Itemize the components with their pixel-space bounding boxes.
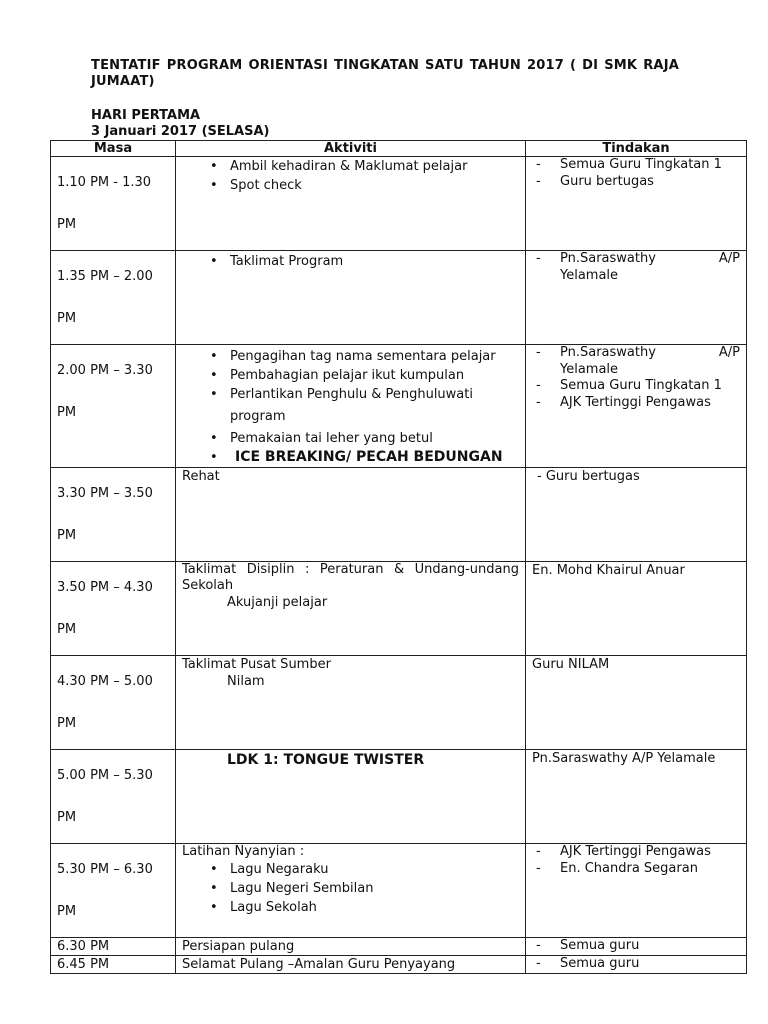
ldk-label: LDK 1: TONGUE TWISTER: [227, 752, 425, 768]
list-item: • Ambil kehadiran & Maklumat pelajar: [230, 157, 519, 176]
masa-line: 3.50 PM – 4.30: [57, 580, 153, 595]
masa-cell: [51, 157, 176, 251]
list-item: • Lagu Negaraku: [230, 860, 519, 879]
masa-cell: [51, 251, 176, 345]
date-heading: 3 Januari 2017 (SELASA): [91, 124, 270, 139]
ice-breaking-label: ICE BREAKING/ PECAH BEDUNGAN: [235, 449, 503, 465]
masa-line: 3.30 PM – 3.50: [57, 486, 153, 501]
tindakan-cell: En. Mohd Khairul Anuar: [526, 562, 747, 656]
list-item: - En. Chandra Segaran: [560, 861, 740, 878]
list-item: - Semua Guru Tingkatan 1: [560, 157, 740, 174]
aktiviti-cell: [176, 750, 526, 844]
tindakan-name-line: - Pn.Saraswathy A/P: [560, 251, 740, 266]
table-row: [51, 750, 747, 844]
aktiviti-cell: Rehat: [176, 468, 526, 562]
aktiviti-cell: [176, 251, 526, 345]
day-heading: HARI PERTAMA: [91, 108, 201, 123]
list-item: • Lagu Negeri Sembilan: [230, 879, 519, 898]
list-item: [560, 345, 740, 378]
document-title: TENTATIF PROGRAM ORIENTASI TINGKATAN SATU TAHUN 2017 ( DI SMK RAJA JUMAAT): [91, 58, 679, 89]
aktiviti-text: Latihan Nyanyian :: [182, 844, 305, 859]
aktiviti-cell: [176, 345, 526, 468]
masa-cell: [51, 468, 176, 562]
tindakan-cell: [526, 956, 747, 974]
list-item: • Perlantikan Penghulu & Penghuluwati: [230, 385, 519, 404]
aktiviti-cell: [176, 656, 526, 750]
masa-cell: [51, 562, 176, 656]
aktiviti-cell: [176, 562, 526, 656]
list-item: • Pemakaian tai leher yang betul: [230, 429, 519, 448]
list-item: - Guru bertugas: [560, 174, 740, 191]
masa-line: PM: [57, 810, 77, 825]
tindakan-cell: [526, 938, 747, 956]
tindakan-cell: [526, 251, 747, 345]
tindakan-name-cont: Yelamale: [560, 361, 619, 377]
list-item: - Semua guru: [560, 938, 740, 955]
tindakan-cell: Guru NILAM: [526, 656, 747, 750]
masa-cell: 6.45 PM: [51, 956, 176, 974]
table-row: [51, 468, 747, 562]
list-item-continuation: program: [230, 409, 286, 424]
tindakan-cell: Pn.Saraswathy A/P Yelamale: [526, 750, 747, 844]
masa-line: 2.00 PM – 3.30: [57, 363, 153, 378]
aktiviti-subtext: Nilam: [227, 674, 265, 689]
tindakan-cell: [526, 157, 747, 251]
list-item: [230, 448, 519, 467]
tindakan-name-line: - Pn.Saraswathy A/P: [560, 345, 740, 360]
aktiviti-cell: [176, 844, 526, 938]
table-row: [51, 844, 747, 938]
table-row: [51, 345, 747, 468]
tindakan-cell: [526, 345, 747, 468]
list-item: • Spot check: [230, 176, 519, 195]
list-item: - Semua guru: [560, 956, 740, 973]
masa-line: 1.35 PM – 2.00: [57, 269, 153, 284]
aktiviti-cell: Persiapan pulang: [176, 938, 526, 956]
masa-cell: [51, 844, 176, 938]
masa-line: PM: [57, 904, 77, 919]
masa-line: 5.00 PM – 5.30: [57, 768, 153, 783]
aktiviti-subtext: Akujanji pelajar: [227, 595, 328, 610]
aktiviti-cell: Selamat Pulang –Amalan Guru Penyayang: [176, 956, 526, 974]
table-row: [51, 157, 747, 251]
masa-line: PM: [57, 716, 77, 731]
tindakan-cell: - Guru bertugas: [526, 468, 747, 562]
schedule-table: [50, 140, 747, 974]
list-item: • Pembahagian pelajar ikut kumpulan: [230, 366, 519, 385]
list-item: • Lagu Sekolah: [230, 898, 519, 917]
aktiviti-cell: [176, 157, 526, 251]
masa-line: 1.10 PM - 1.30: [57, 175, 152, 190]
masa-cell: 6.30 PM: [51, 938, 176, 956]
masa-line: PM: [57, 311, 77, 326]
column-header-masa: Masa: [51, 141, 176, 157]
masa-line: 4.30 PM – 5.00: [57, 674, 153, 689]
masa-cell: [51, 656, 176, 750]
tindakan-name-cont: Yelamale: [560, 267, 619, 283]
column-header-aktiviti: Aktiviti: [176, 141, 526, 157]
masa-line: PM: [57, 217, 77, 232]
masa-line: PM: [57, 405, 77, 420]
masa-cell: [51, 345, 176, 468]
masa-line: 5.30 PM – 6.30: [57, 862, 153, 877]
list-item: • Taklimat Program: [230, 252, 519, 271]
table-row: [51, 956, 747, 974]
table-header-row: [51, 141, 747, 157]
list-item: - AJK Tertinggi Pengawas: [560, 844, 740, 861]
tindakan-cell: [526, 844, 747, 938]
table-row: [51, 562, 747, 656]
column-header-tindakan: Tindakan: [526, 141, 747, 157]
aktiviti-text: Taklimat Disiplin : Peraturan & Undang-undang Sekolah: [182, 562, 519, 593]
table-row: [51, 656, 747, 750]
table-row: [51, 938, 747, 956]
list-item: [560, 251, 740, 284]
masa-line: PM: [57, 528, 77, 543]
masa-cell: [51, 750, 176, 844]
list-item: • Pengagihan tag nama sementara pelajar: [230, 347, 519, 366]
list-item: - AJK Tertinggi Pengawas: [560, 395, 740, 412]
table-row: [51, 251, 747, 345]
aktiviti-text: Taklimat Pusat Sumber: [182, 657, 331, 672]
masa-line: PM: [57, 622, 77, 637]
list-item: - Semua Guru Tingkatan 1: [560, 378, 740, 395]
